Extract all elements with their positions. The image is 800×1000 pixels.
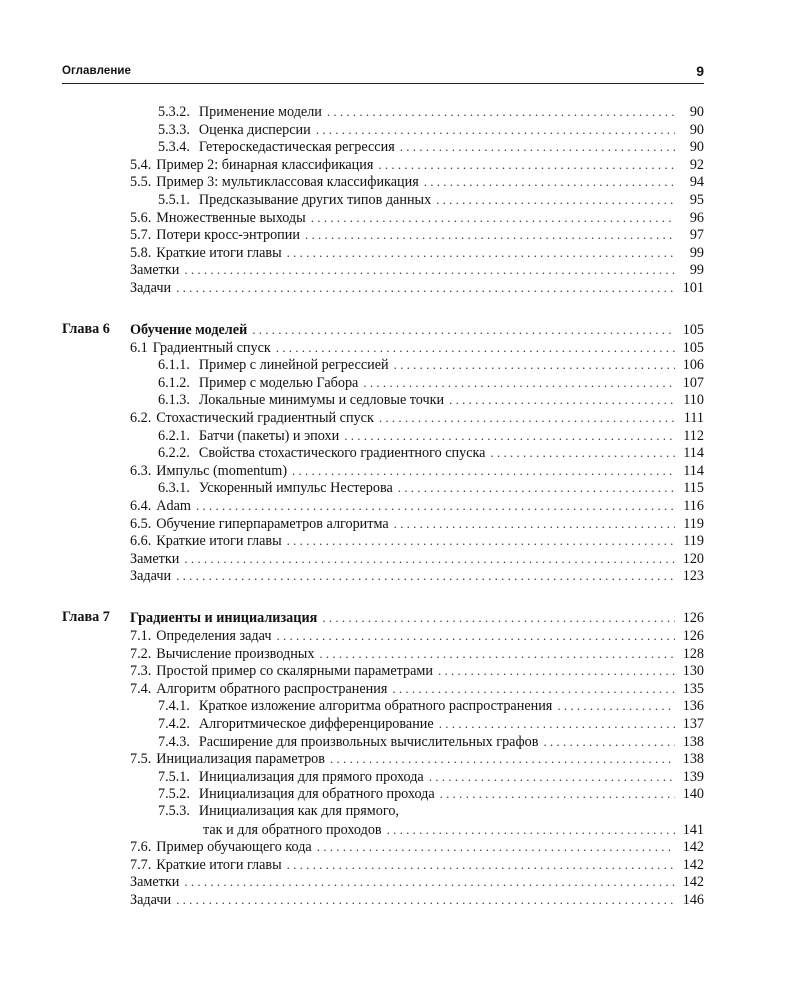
dot-leader xyxy=(557,697,675,715)
toc-entry-title: Пример обучающего кода xyxy=(156,839,312,856)
toc-entry-number: 6.1.3. xyxy=(158,392,190,409)
toc-entry[interactable] xyxy=(62,627,704,645)
toc-entry[interactable] xyxy=(62,768,704,786)
toc-entry[interactable] xyxy=(62,803,704,821)
toc-entry-title: Пример 2: бинарная классификация xyxy=(156,156,374,173)
toc-entry-number: 7.5. xyxy=(130,751,152,768)
toc-entry-page: 90 xyxy=(689,121,704,138)
toc-entry-page: 105 xyxy=(682,339,704,356)
toc-entry[interactable] xyxy=(62,138,704,156)
toc-entry-title: Задачи xyxy=(130,891,172,908)
toc-entry-title: Инициализация для обратного прохода xyxy=(198,786,435,803)
toc-entry-page: 99 xyxy=(689,262,704,279)
toc-entry-number: 6.3. xyxy=(130,462,152,479)
toc-entry-title: Пример с моделью Габора xyxy=(198,374,359,391)
toc-entry-page: 137 xyxy=(682,716,704,732)
dot-leader xyxy=(176,891,675,909)
toc-entry-title: Ускоренный импульс Нестерова xyxy=(198,480,393,497)
toc-entry[interactable] xyxy=(62,156,704,174)
toc-entry[interactable] xyxy=(62,191,704,209)
dot-leader xyxy=(439,715,675,733)
toc-entry[interactable] xyxy=(62,785,704,803)
toc-entry-page: 119 xyxy=(683,533,704,550)
toc-entry-number: 6.2.2. xyxy=(158,445,190,462)
toc-entry-number: 7.4.3. xyxy=(158,733,190,750)
toc-entry-title: Задачи xyxy=(130,568,172,585)
toc-entry-title: Свойства стохастического градиентного спуска xyxy=(198,445,486,462)
dot-leader xyxy=(184,550,675,568)
dot-leader xyxy=(196,497,675,515)
toc-entry[interactable] xyxy=(62,444,704,462)
dot-leader xyxy=(490,444,675,462)
dot-leader xyxy=(287,532,675,550)
dot-leader xyxy=(330,750,675,768)
toc-entry-page: 128 xyxy=(682,645,704,662)
dot-leader xyxy=(317,838,675,856)
dot-leader xyxy=(438,662,675,680)
toc-entry-title: Заметки xyxy=(130,262,180,279)
toc-entry-number: 5.7. xyxy=(130,227,152,244)
toc-entry-title: Краткие итоги главы xyxy=(156,244,282,261)
toc-entry-title: Оценка дисперсии xyxy=(198,121,311,138)
toc-entry-number: 7.2. xyxy=(130,645,152,662)
dot-leader xyxy=(424,173,675,191)
toc-entry-title: Краткие итоги главы xyxy=(156,856,282,873)
dot-leader xyxy=(292,462,675,480)
toc-entry-title: Adam xyxy=(156,497,191,514)
toc-entry-number: 7.4.1. xyxy=(158,698,190,715)
toc-entry[interactable] xyxy=(62,497,704,515)
toc-entry-page: 138 xyxy=(682,751,704,768)
toc-entry-title: Краткие итоги главы xyxy=(156,533,282,550)
dot-leader xyxy=(344,427,675,445)
toc-entry-number: 5.5.1. xyxy=(158,191,190,208)
toc-entry-page: 90 xyxy=(689,139,704,156)
toc-entry[interactable] xyxy=(62,515,704,533)
toc-entry[interactable] xyxy=(62,209,704,227)
dot-leader xyxy=(276,627,675,645)
toc-entry-number: 6.2. xyxy=(130,410,152,426)
dot-leader xyxy=(184,873,675,891)
toc-entry-title: Простой пример со скалярными параметрами xyxy=(156,663,433,680)
toc-entry[interactable] xyxy=(62,873,704,891)
toc-entry-number: 7.6. xyxy=(130,839,152,856)
toc-entry-number: 7.4.2. xyxy=(158,716,190,732)
toc-entry-number: 7.3. xyxy=(130,663,152,680)
dot-leader xyxy=(394,515,675,533)
toc-entry-title: Импульс (momentum) xyxy=(156,462,288,479)
toc-entry-page: 106 xyxy=(682,357,704,374)
toc-entry[interactable] xyxy=(62,226,704,244)
toc-entry-number: 7.5.3. xyxy=(158,802,190,819)
toc-entry-number: 6.5. xyxy=(130,515,152,532)
toc-entry-number: 6.1.1. xyxy=(158,357,190,374)
toc-entry-number: 7.4. xyxy=(130,680,152,697)
toc-entry-page: 136 xyxy=(682,698,704,715)
toc-entry[interactable] xyxy=(62,374,704,392)
toc-entry[interactable] xyxy=(62,279,704,297)
toc-entry-number: 7.5.1. xyxy=(158,768,190,785)
toc-entry-title: Потери кросс-энтропии xyxy=(156,227,300,244)
toc-entry-page: 99 xyxy=(689,244,704,261)
toc-entry-number: 6.3.1. xyxy=(158,480,190,497)
running-header xyxy=(62,63,704,84)
toc-entry[interactable] xyxy=(62,532,704,550)
dot-leader xyxy=(311,209,675,227)
toc-entry-page: 110 xyxy=(683,392,704,409)
dot-leader xyxy=(327,103,675,121)
dot-leader xyxy=(287,244,675,262)
dot-leader xyxy=(449,391,675,409)
dot-leader xyxy=(316,121,675,139)
toc-entry[interactable] xyxy=(62,550,704,568)
toc-entry-page: 107 xyxy=(682,374,704,391)
toc-entry-number: 7.5.2. xyxy=(158,786,190,803)
toc-entry-title: Заметки xyxy=(130,874,180,891)
toc-entry-number: 5.4. xyxy=(130,156,152,173)
toc-entry-title: Задачи xyxy=(130,279,172,296)
toc-entry-number: 5.5. xyxy=(130,174,152,191)
toc-entry[interactable] xyxy=(62,609,704,627)
toc-entry[interactable] xyxy=(62,662,704,680)
toc-entry[interactable] xyxy=(62,409,704,427)
dot-leader xyxy=(436,191,675,209)
toc-entry-page: 111 xyxy=(683,410,704,426)
dot-leader xyxy=(322,609,675,627)
toc-entry-page: 115 xyxy=(683,480,704,497)
running-header-title: Оглавление xyxy=(62,65,132,77)
toc-entry-page: 95 xyxy=(689,191,704,208)
toc-entry[interactable] xyxy=(62,103,704,121)
toc-entry-title: Инициализация как для прямого, xyxy=(198,802,399,819)
toc-entry-title: Заметки xyxy=(130,550,180,567)
toc-entry-title: Алгоритм обратного распространения xyxy=(156,680,388,697)
toc-entry-page: 92 xyxy=(689,156,704,173)
toc-entry-number: 6.6. xyxy=(130,533,152,550)
toc-entry-page: 126 xyxy=(682,610,704,627)
toc-entry-number: 7.7. xyxy=(130,856,152,873)
toc-entry[interactable] xyxy=(62,356,704,374)
toc-entry-page: 120 xyxy=(682,550,704,567)
dot-leader xyxy=(398,479,675,497)
toc-entry-number: 6.2.1. xyxy=(158,427,190,444)
dot-leader xyxy=(252,321,675,339)
dot-leader xyxy=(400,138,675,156)
toc-entry[interactable] xyxy=(62,856,704,874)
toc-entry[interactable] xyxy=(62,733,704,751)
toc-entry[interactable] xyxy=(62,462,704,480)
dot-leader xyxy=(176,279,675,297)
toc-entry-page: 114 xyxy=(683,445,704,462)
dot-leader xyxy=(319,645,675,663)
toc-entry-title: Инициализация для прямого прохода xyxy=(198,768,424,785)
toc-entry-continuation xyxy=(62,821,704,839)
toc-entry-page: 146 xyxy=(682,891,704,908)
toc-entry-page: 112 xyxy=(683,427,704,444)
table-of-contents xyxy=(62,103,704,909)
toc-entry-title: так и для обратного проходов xyxy=(203,821,382,838)
toc-entry[interactable] xyxy=(62,173,704,191)
toc-entry-number: 5.3.2. xyxy=(158,104,190,120)
toc-entry[interactable] xyxy=(62,838,704,856)
toc-entry-page: 96 xyxy=(689,209,704,226)
dot-leader xyxy=(378,156,675,174)
toc-entry-number: 6.1.2. xyxy=(158,374,190,391)
toc-entry[interactable] xyxy=(62,121,704,139)
page-number: 9 xyxy=(696,63,704,79)
toc-entry[interactable] xyxy=(62,750,704,768)
toc-entry-number: 5.8. xyxy=(130,244,152,261)
toc-entry[interactable] xyxy=(62,567,704,585)
toc-entry-title: Обучение моделей xyxy=(130,322,248,339)
toc-entry[interactable] xyxy=(62,697,704,715)
toc-entry-title: Градиентный спуск xyxy=(152,339,271,356)
dot-leader xyxy=(363,374,675,392)
toc-entry-number: 5.3.4. xyxy=(158,139,190,156)
toc-entry[interactable] xyxy=(62,891,704,909)
toc-entry-page: 142 xyxy=(682,874,704,891)
toc-entry-page: 130 xyxy=(682,663,704,680)
toc-entry-page: 123 xyxy=(682,568,704,585)
toc-entry-title: Локальные минимумы и седловые точки xyxy=(198,392,445,409)
toc-entry-page: 141 xyxy=(682,821,704,838)
dot-leader xyxy=(287,856,675,874)
toc-entry-page: 105 xyxy=(682,322,704,339)
toc-entry-number: 6.1 xyxy=(130,339,148,356)
chapter-label: Глава 7 xyxy=(62,609,110,626)
toc-entry-title: Предсказывание других типов данных xyxy=(198,191,432,208)
toc-entry-title: Обучение гиперпараметров алгоритма xyxy=(156,515,389,532)
toc-entry[interactable] xyxy=(62,339,704,357)
toc-entry-title: Алгоритмическое дифференцирование xyxy=(198,716,434,732)
toc-entry-page: 97 xyxy=(689,227,704,244)
toc-entry[interactable] xyxy=(62,321,704,339)
toc-entry-title: Гетероскедастическая регрессия xyxy=(198,139,395,156)
toc-entry-title: Инициализация параметров xyxy=(156,751,325,768)
dot-leader xyxy=(392,680,675,698)
toc-entry-page: 138 xyxy=(682,733,704,750)
dot-leader xyxy=(184,261,675,279)
toc-entry[interactable] xyxy=(62,391,704,409)
toc-entry-title: Пример 3: мультиклассовая классификация xyxy=(156,174,419,191)
toc-entry-page: 114 xyxy=(683,462,704,479)
dot-leader xyxy=(387,821,675,839)
dot-leader xyxy=(440,785,675,803)
toc-entry-page: 139 xyxy=(682,768,704,785)
toc-entry-page: 119 xyxy=(683,515,704,532)
toc-entry-page: 94 xyxy=(689,174,704,191)
toc-entry-page: 126 xyxy=(682,628,704,645)
dot-leader xyxy=(543,733,675,751)
toc-entry[interactable] xyxy=(62,261,704,279)
toc-entry-title: Батчи (пакеты) и эпохи xyxy=(198,427,340,444)
toc-entry-page: 116 xyxy=(683,497,704,514)
toc-entry-title: Пример с линейной регрессией xyxy=(198,357,389,374)
toc-entry-number: 5.3.3. xyxy=(158,121,190,138)
dot-leader xyxy=(276,339,675,357)
dot-leader xyxy=(429,768,675,786)
toc-entry-page: 140 xyxy=(682,786,704,803)
toc-entry[interactable] xyxy=(62,715,704,733)
dot-leader xyxy=(176,567,675,585)
dot-leader xyxy=(394,356,675,374)
toc-entry-title: Определения задач xyxy=(156,628,272,645)
toc-entry-title: Расширение для произвольных вычислительных графов xyxy=(198,733,539,750)
dot-leader xyxy=(379,409,675,427)
toc-entry-title: Градиенты и инициализация xyxy=(130,610,318,627)
toc-entry-title: Краткое изложение алгоритма обратного распространения xyxy=(198,698,553,715)
toc-entry-title: Применение модели xyxy=(198,104,322,120)
toc-entry-number: 6.4. xyxy=(130,497,152,514)
dot-leader xyxy=(305,226,675,244)
toc-entry-number: 5.6. xyxy=(130,209,152,226)
toc-entry[interactable] xyxy=(62,680,704,698)
toc-entry[interactable] xyxy=(62,427,704,445)
toc-entry-title: Стохастический градиентный спуск xyxy=(156,410,374,426)
toc-entry[interactable] xyxy=(62,244,704,262)
toc-entry-page: 101 xyxy=(682,279,704,296)
chapter-label: Глава 6 xyxy=(62,321,110,338)
toc-entry[interactable] xyxy=(62,645,704,663)
toc-entry-page: 90 xyxy=(689,104,704,120)
toc-entry-page: 142 xyxy=(682,839,704,856)
toc-entry[interactable] xyxy=(62,479,704,497)
toc-entry-title: Вычисление производных xyxy=(156,645,315,662)
toc-entry-number: 7.1. xyxy=(130,628,152,645)
toc-entry-title: Множественные выходы xyxy=(156,209,306,226)
toc-entry-page: 142 xyxy=(682,856,704,873)
toc-entry-page: 135 xyxy=(682,680,704,697)
